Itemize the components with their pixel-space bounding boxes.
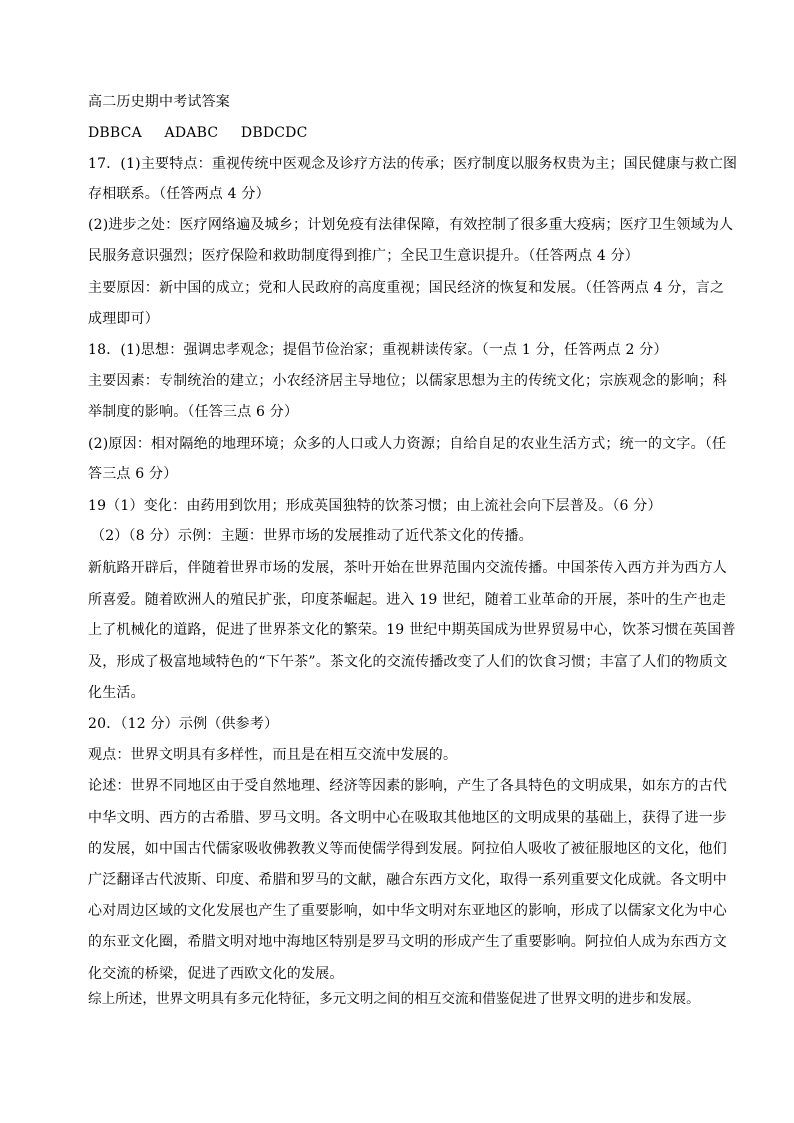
answer-line: 上了机械化的道路，促进了世界茶文化的繁荣。19 世纪中期英国成为世界贸易中心，饮茶习惯在英国普: [88, 622, 736, 638]
choice-answers: [88, 123, 326, 143]
answer-line: (2)进步之处：医疗网络遍及城乡；计划免疫有法律保障，有效控制了很多重大疫病；医疗卫生领域为人: [88, 217, 734, 233]
answer-line: 化生活。: [88, 685, 145, 701]
choice-answer-group-3: DBDCDC: [240, 125, 308, 141]
answer-line: 20．（12 分）示例（供参考）: [88, 716, 279, 732]
answer-line: 18．(1)思想：强调忠孝观念；提倡节俭治家；重视耕读传家。（一点 1 分，任答两点 2 分）: [88, 342, 668, 358]
choice-answer-group-2: ADABC: [164, 125, 219, 141]
answer-line: 广泛翻译古代波斯、印度、希腊和罗马的文献，融合东西方文化，取得一系列重要文化成就。各文明中: [88, 872, 727, 888]
answer-line: (2)原因：相对隔绝的地理环境；众多的人口或人力资源；自给自足的农业生活方式；统一的文字。（任: [88, 436, 727, 452]
answer-line: 综上所述，世界文明具有多元化特征，多元文明之间的相互交流和借鉴促进了世界文明的进步和发展。: [88, 991, 700, 1007]
answer-line: 观点：世界文明具有多样性，而且是在相互交流中发展的。: [88, 747, 458, 763]
answer-line: 主要因素：专制统治的建立；小农经济居主导地位；以儒家思想为主的传统文化；宗族观念的影响；科: [88, 373, 727, 389]
answer-line: 及，形成了极富地域特色的“下午茶”。茶文化的交流传播改变了人们的饮食习惯；丰富了人们的物质文: [88, 654, 728, 670]
answer-line: 所喜爱。随着欧洲人的殖民扩张，印度茶崛起。进入 19 世纪，随着工业革命的开展，茶叶的生产也走: [88, 592, 727, 608]
answer-line: 新航路开辟后，伴随着世界市场的发展，茶叶开始在世界范围内交流传播。中国茶传入西方并为西方人: [88, 560, 727, 576]
answer-line: 的东亚文化圈，希腊文明对地中海地区特别是罗马文明的形成产生了重要影响。阿拉伯人成为东西方文: [88, 934, 727, 950]
answer-line: 心对周边区域的文化发展也产生了重要影响，如中华文明对东亚地区的影响，形成了以儒家文化为中心: [88, 903, 727, 919]
answer-line: 的发展，如中国古代儒家吸收佛教教义等而使儒学得到发展。阿拉伯人吸收了被征服地区的文化，他们: [88, 841, 727, 857]
answer-line: 中华文明、西方的古希腊、罗马文明。各文明中心在吸取其他地区的文明成果的基础上，获得了进一步: [88, 810, 727, 826]
answer-line: 存相联系。（任答两点 4 分）: [88, 186, 270, 202]
answer-line: 主要原因：新中国的成立；党和人民政府的高度重视；国民经济的恢复和发展。（任答两点 4 分，言之: [88, 280, 725, 296]
document-title: 高二历史期中考试答案: [88, 94, 230, 110]
answer-line: 举制度的影响。（任答三点 6 分）: [88, 404, 299, 420]
choice-answer-group-1: DBBCA: [88, 125, 142, 141]
answer-line: 民服务意识强烈；医疗保险和救助制度得到推广；全民卫生意识提升。（任答两点 4 分）: [88, 248, 640, 264]
answer-line: 19（1）变化：由药用到饮用；形成英国独特的饮茶习惯；由上流社会向下层普及。（6 分）: [88, 498, 662, 514]
answer-line: 论述：世界不同地区由于受自然地理、经济等因素的影响，产生了各具特色的文明成果，如东方的古代: [88, 778, 727, 794]
answer-line: （2）（8 分）示例：主题：世界市场的发展推动了近代茶文化的传播。: [91, 528, 533, 544]
answer-line: 化交流的桥梁，促进了西欧文化的发展。: [88, 966, 344, 982]
answer-line: 17．(1)主要特点：重视传统中医观念及诊疗方法的传承；医疗制度以服务权贵为主；国民健康与救亡图: [88, 156, 738, 172]
answer-line: 成理即可）: [88, 311, 159, 327]
answer-line: 答三点 6 分）: [88, 466, 178, 482]
